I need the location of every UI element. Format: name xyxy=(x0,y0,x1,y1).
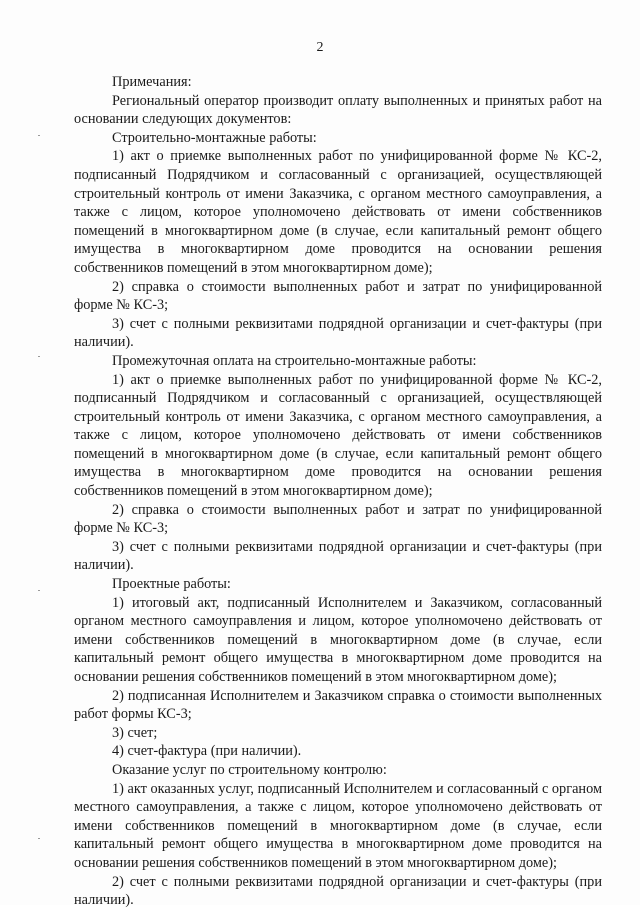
list-item: 2) счет с полными реквизитами подрядной организации и счет-фактуры (при наличии). xyxy=(74,873,602,909)
list-item: 4) счет-фактура (при наличии). xyxy=(112,743,302,760)
section-heading-construction: Строительно-монтажные работы: xyxy=(112,129,317,146)
list-item: 1) акт о приемке выполненных работ по унифицированной форме № КС-2, подписанный Подрядчиком и согласованный с организацией, осуществляющей строительный контроль от имени Заказчика, с органом местного самоуправления, а также с лицом, которое уполномочено действовать от имени собственников помещений в многоквартирном доме (в случае, если капитальный ремонт общего имущества в многоквартирном доме проводится на основании решения собственников помещений в этом многоквартирном доме); xyxy=(74,371,602,500)
margin-mark xyxy=(38,356,40,357)
margin-mark xyxy=(38,590,40,591)
margin-mark xyxy=(38,135,40,136)
section-heading-supervision: Оказание услуг по строительному контролю: xyxy=(112,761,387,778)
section-heading-design: Проектные работы: xyxy=(112,576,231,593)
list-item: 1) итоговый акт, подписанный Исполнителем и Заказчиком, согласованный органом местного самоуправления и лицом, которое уполномочено действовать от имени собственников помещений в многоквартирном доме (в случае, если капитальный ремонт общего имущества в многоквартирном доме проводится на основании решения собственников помещений в этом многоквартирном доме); xyxy=(74,594,602,685)
margin-mark xyxy=(38,838,40,839)
document-body xyxy=(74,73,602,910)
list-item: 2) справка о стоимости выполненных работ и затрат по унифицированной форме № КС-3; xyxy=(74,278,602,314)
list-item: 2) подписанная Исполнителем и Заказчиком справка о стоимости выполненных работ формы КС-3; xyxy=(74,687,602,723)
page-number: 2 xyxy=(316,40,324,55)
notes-heading: Примечания: xyxy=(112,74,192,90)
list-item: 3) счет с полными реквизитами подрядной организации и счет-фактуры (при наличии). xyxy=(74,315,602,351)
list-item: 1) акт оказанных услуг, подписанный Исполнителем и согласованный с органом местного самоуправления, а также с лицом, которое уполномочено действовать от имени собственников помещений в многоквартирном доме (в случае, если капитальный ремонт общего имущества в многоквартирном доме проводится на основании решения собственников помещений в этом многоквартирном доме); xyxy=(74,780,602,871)
intro-paragraph: Региональный оператор производит оплату выполненных и принятых работ на основании следующих документов: xyxy=(74,92,602,128)
list-item: 2) справка о стоимости выполненных работ и затрат по унифицированной форме № КС-3; xyxy=(74,501,602,537)
list-item: 3) счет с полными реквизитами подрядной организации и счет-фактуры (при наличии). xyxy=(74,538,602,574)
section-heading-interim-payment: Промежуточная оплата на строительно-монтажные работы: xyxy=(112,352,477,369)
list-item: 1) акт о приемке выполненных работ по унифицированной форме № КС-2, подписанный Подрядчиком и согласованный с организацией, осуществляющей строительный контроль от имени Заказчика, с органом местного самоуправления, а также с лицом, которое уполномочено действовать от имени собственников помещений в многоквартирном доме (в случае, если капитальный ремонт общего имущества в многоквартирном доме проводится на основании решения собственников помещений в этом многоквартирном доме); xyxy=(74,148,602,276)
list-item: 3) счет; xyxy=(112,724,158,741)
